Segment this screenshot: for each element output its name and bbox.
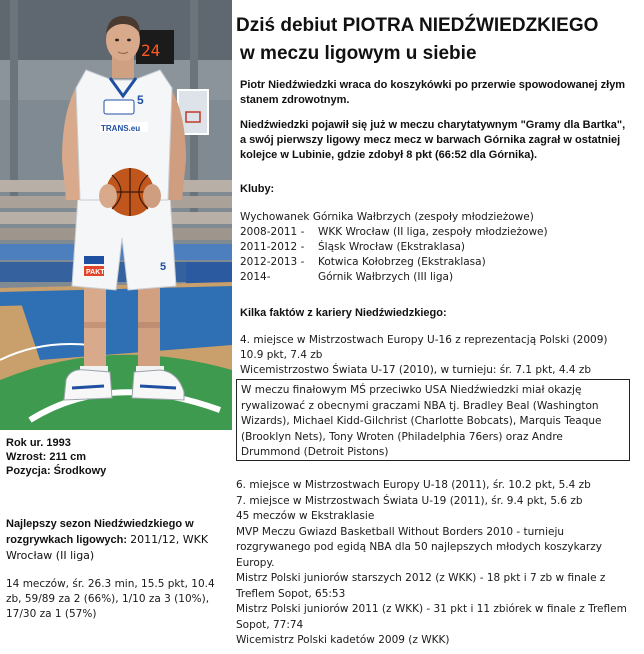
fact-item: 45 meczów w Ekstraklasie: [236, 510, 375, 522]
player-bio: [6, 436, 206, 478]
club-years: 2014-: [240, 271, 271, 283]
fact-item: 7. miejsce w Mistrzostwach Świata U-19 (2011), śr. 9.4 pkt, 5.6 zb: [236, 494, 583, 507]
fact-item: MVP Meczu Gwiazd Basketball Without Borders 2010 - turnieju rozgrywanego pod egidą NBA dla 50 najlepszych młodych koszykarzy Europy.: [236, 525, 602, 569]
club-row: [240, 255, 630, 270]
facts-list-2: [236, 478, 636, 649]
club-years: 2011-2012 -: [240, 241, 305, 253]
club-text: Wychowanek Górnika Wałbrzych (zespoły młodzieżowe): [240, 211, 534, 223]
club-text: WKK Wrocław (II liga, zespoły młodzieżowe): [318, 226, 548, 238]
fact-item: 4. miejsce w Mistrzostwach Europy U-16 z reprezentacją Polski (2009): [240, 334, 608, 346]
club-row: [240, 240, 630, 255]
fact-item: Mistrz Polski juniorów 2011 (z WKK) - 31 pkt i 11 zbiórek w finale z Treflem Sopot, 77:74: [236, 603, 627, 631]
club-text: Górnik Wałbrzych (III liga): [318, 271, 454, 283]
fact-item: 10.9 pkt, 7.4 zb: [240, 349, 323, 361]
bio-position: Pozycja: Środkowy: [6, 465, 107, 477]
club-years: 2012-2013 -: [240, 256, 305, 268]
intro-paragraph-1: Piotr Niedźwiedzki wraca do koszykówki po przerwie spowodowanej złym stanem zdrowotnym.: [240, 79, 626, 106]
best-season-value: 2011/12, WKK Wrocław (II liga): [6, 533, 209, 562]
player-photo: [0, 0, 232, 430]
clubs-heading: Kluby:: [240, 183, 275, 195]
club-text: Śląsk Wrocław (Ekstraklasa): [318, 241, 466, 253]
scoreboard-digits: 24: [141, 41, 161, 60]
bio-born: Rok ur. 1993: [6, 437, 71, 449]
short-number: 5: [160, 261, 167, 273]
nba-rivals-box: W meczu finałowym MŚ przeciwko USA Niedźwiedzki miał okazję rywalizować z obecnymi graczami NBA tj. Bradley Beal (Washington Wizards), Michael Kidd-Gilchrist (Charlotte Bobcats), Marquis Teaque (Brooklyn Nets), Tony Wroten (Philadelphia 76ers) oraz Andre Drummond (Detroit Pistons): [236, 379, 630, 461]
fact-item: Wicemistrzostwo Świata U-17 (2010), w turnieju: śr. 7.1 pkt, 4.4 zb: [240, 364, 592, 376]
fact-item: Mistrz Polski juniorów starszych 2012 (z WKK) - 18 pkt i 7 zb w finale z Treflem Sopot, 65:53: [236, 572, 606, 600]
club-row: [240, 225, 630, 240]
headline-line-2: w meczu ligowym u siebie: [240, 43, 477, 64]
club-text: Kotwica Kołobrzeg (Ekstraklasa): [318, 256, 486, 268]
club-years: 2008-2011 -: [240, 226, 305, 238]
short-sponsor: PAKT: [86, 269, 105, 276]
best-season-label: Najlepszy sezon Niedźwiedzkiego w rozgrywkach ligowych:: [6, 518, 194, 546]
facts-heading: Kilka faktów z kariery Niedźwiedzkiego:: [240, 307, 447, 319]
bio-height: Wzrost: 211 cm: [6, 451, 87, 463]
jersey-sponsor: TRANS.eu: [101, 124, 141, 133]
intro-paragraph-2: Niedźwiedzki pojawił się już w meczu charytatywnym "Gramy dla Bartka", a swój pierwszy ligowy mecz mecz w barwach Górnika zagrał w ostatniej kolejce w Lubinie, gdzie zdobył 8 pkt (66:52 dla Górnika).: [240, 119, 626, 161]
fact-item: Wicemistrz Polski kadetów 2009 (z WKK): [236, 634, 450, 646]
best-season: [6, 517, 226, 564]
player-photo-illustration: [0, 0, 232, 430]
facts-list-1: [240, 333, 632, 378]
left-shoe: [64, 370, 112, 400]
best-season-stats: 14 meczów, śr. 26.3 min, 15.5 pkt, 10.4 zb, 59/89 za 2 (66%), 1/10 za 3 (10%), 17/30 za 1 (57%): [6, 578, 215, 620]
article-headline: [236, 12, 636, 68]
fact-item: 6. miejsce w Mistrzostwach Europy U-18 (2011), śr. 10.2 pkt, 5.4 zb: [236, 479, 591, 491]
club-row: [240, 210, 630, 225]
headline-line-1: Dziś debiut PIOTRA NIEDŹWIEDZKIEGO: [236, 15, 599, 36]
jersey-number: 5: [137, 93, 144, 107]
clubs-list: [240, 210, 630, 285]
club-row: [240, 270, 630, 285]
